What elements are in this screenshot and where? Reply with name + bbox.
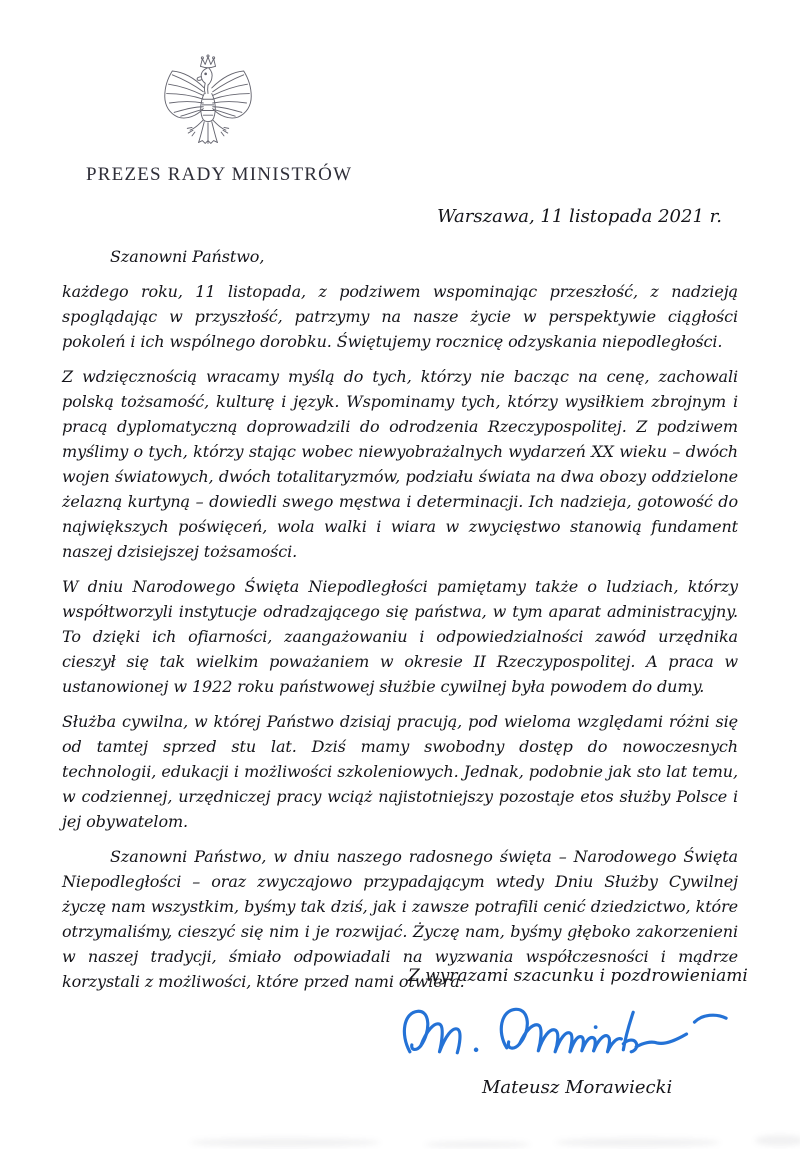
closing-line: Z wyrazami szacunku i pozdrowieniami bbox=[408, 966, 748, 986]
letter-paragraph: Służba cywilna, w której Państwo dzisiaj pracują, pod wieloma względami różni się od tamtej sprzed stu lat. Dziś mamy swobodny dostęp do nowoczesnych technologii, edukacji i możliwości szkoleniowych. Jednak, podobnie jak sto lat temu, w codziennej, urzędniczej pracy wciąż najistotniejszy pozostaje etos służby Polsce i jej obywatelom. bbox=[62, 712, 738, 831]
letter-paragraph: każdego roku, 11 listopada, z podziwem wspominając przeszłość, z nadzieją spoglądając w przyszłość, patrzymy na nasze życie w perspektywie ciągłości pokoleń i ich wspólnego dorobku. Świętujemy rocznicę odzyskania niepodległości. bbox=[62, 282, 738, 351]
polish-eagle-emblem bbox=[161, 54, 255, 167]
letter-paragraph: Szanowni Państwo, w dniu naszego radosnego święta – Narodowego Święta Niepodległości – oraz zwyczajowo przypadającym wtedy Dniu Służby Cywilnej życzę nam wszystkim, byśmy tak dziś, jak i zawsze potrafili cenić dziedzictwo, które otrzymaliśmy, cieszyć się nim i je rozwijać. Życzę nam, byśmy głęboko zakorzenieni w naszej tradycji, śmiało odpowiadali na wyzwania współczesności i mądrze korzystali z możliwości, które przed nami otwiera. bbox=[62, 847, 738, 991]
scan-artifact bbox=[190, 1138, 380, 1147]
letter-paragraph: W dniu Narodowego Święta Niepodległości pamiętamy także o ludziach, którzy współtworzyli instytucje odradzającego się państwa, w tym aparat administracyjny. To dzięki ich ofiarności, zaangażowaniu i odpowiedzialności zawód urzędnika cieszył się tak wielkim poważaniem w okresie II Rzeczypospolitej. A praca w ustanowionej w 1922 roku państwowej służbie cywilnej była powodem do dumy. bbox=[62, 577, 738, 696]
scan-artifact bbox=[425, 1141, 530, 1148]
signer-name: Mateusz Morawiecki bbox=[482, 1077, 673, 1098]
letter-paragraph: Z wdzięcznością wracamy myślą do tych, którzy nie bacząc na cenę, zachowali polską tożsamość, kulturę i język. Wspominamy tych, którzy wysiłkiem zbrojnym i pracą dyplomatyczną doprowadzili do odrodzenia Rzeczypospolitej. Z podziwem myślimy o tych, którzy stając wobec niewyobrażalnych wydarzeń XX wieku – dwóch wojen światowych, dwóch totalitaryzmów, podziału świata na dwa obozy oddzielone żelazną kurtyną – dowiedli swego męstwa i determinacji. Ich nadzieja, gotowość do największych poświęceń, wola walki i wiara w zwycięstwo stanowią fundament naszej dzisiejszej tożsamości. bbox=[62, 367, 738, 561]
signature-handwriting bbox=[398, 1000, 734, 1070]
scan-artifact bbox=[555, 1138, 720, 1147]
office-title: PREZES RADY MINISTRÓW bbox=[86, 164, 353, 185]
letter-body bbox=[62, 244, 738, 1004]
scan-artifact bbox=[755, 1135, 800, 1146]
salutation: Szanowni Państwo, bbox=[110, 247, 265, 266]
dateline: Warszawa, 11 listopada 2021 r. bbox=[437, 206, 722, 227]
